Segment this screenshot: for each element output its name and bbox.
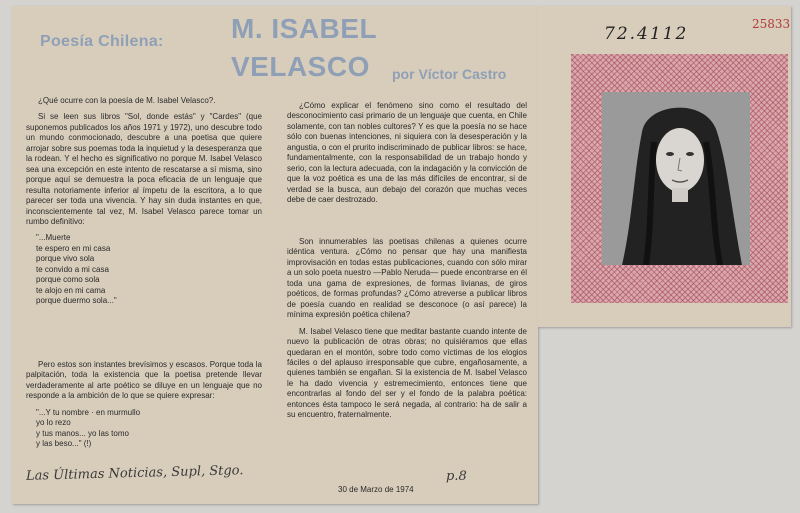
handwritten-catalog-code: 72.4112 (604, 24, 689, 44)
poem-line: porque como sola (36, 275, 100, 285)
portrait-illustration (602, 92, 750, 265)
paragraph: Si se leen sus libros "Sol, donde estás" y "Cardes" (que suponemos publicados los años 1971 y 1972), uno descubre todo un mundo conmocionado, descubre a una poetisa que quiere arrojar sobre sus poemas toda la inquietud y la desesperanza que la rodean. Y el hecho es significativo no porque M. Isabel Velasco sea una excepción en este intento de rescatarse a sí misma, sino porque aquí se demuestra la poca eficacia de un lenguaje que resulta notoriamente inferior al ímpetu de la escritora, a lo que parecer ser toda una vivencia. Y hay sin duda instantes en que, inconscientemente tal vez, M. Isabel Velasco parece tomar un rumbo definitivo: (26, 112, 262, 226)
poem-line: porque vivo sola (36, 254, 95, 264)
article-column-right (287, 101, 527, 212)
author-portrait-photo (602, 92, 750, 265)
poem-line: y las beso..." (!) (36, 439, 92, 449)
article-column-right-lower (287, 237, 527, 427)
article-title (231, 10, 377, 86)
archive-number-stamp: 25833 (752, 17, 791, 31)
title-line-2: VELASCO (231, 51, 370, 82)
publication-date: 30 de Marzo de 1974 (338, 485, 414, 494)
poem-line: "...Muerte (36, 233, 71, 243)
poem-line: te espero en mi casa (36, 243, 111, 253)
paragraph: Pero estos son instantes brevísimos y escasos. Porque toda la palpitación, toda la existencia que la poetisa pretende llevar verdaderamente al arte poético se diluye en un lenguaje que no responde a la ambición de lo que se quiere expresar: (26, 360, 262, 401)
byline: por Víctor Castro (392, 66, 507, 82)
title-line-1: M. ISABEL (231, 13, 378, 44)
poem-line: "...Y tu nombre · en murmullo (36, 407, 141, 417)
paragraph: M. Isabel Velasco tiene que meditar bastante cuando intente de nuevo la publicación de otras obras; no quisiéramos que ellas quedaran en el montón, sobre todo como víctimas de los elogios fáciles o del aplauso irresponsable que cubre, engañosamente, a quienes también se engañan. Si la existencia de M. Isabel Velasco le ha dado vivencia y estremecimiento, entonces tiene que encontrarlas al fondo del ser y el fondo de la palabra poética: entonces ésta tampoco le será negada, al contrario: ha de salir a su encuentro, fraternalmente. (287, 326, 527, 420)
handwritten-page-note: p.8 (446, 469, 467, 484)
poem-excerpt (36, 233, 262, 306)
section-kicker: Poesía Chilena: (40, 33, 164, 50)
paragraph: ¿Cómo explicar el fenómeno sino como el resultado del desconocimiento casi primario de un lenguaje que cuenta, en Chile solamente, con tan nobles cultores? Y es que la poesía no se hace sólo con buenas intenciones, ni siquiera con la desesperación y la angustia, o con el prurito indiscriminado de publicar libros: se hace, fundamentalmente, con la responsabilidad de un trabajo hondo y serio, con la lectura adecuada, con la indagación y la convicción de que la voz poética es una de las más difíciles de encontrar, si de verdad se la busca, aun debajo del corazón que muchas veces debe de caer destrozado. (287, 101, 527, 205)
poem-line: yo lo rezo (36, 418, 71, 428)
article-column-left (26, 96, 262, 315)
paragraph: Son innumerables las poetisas chilenas a quienes ocurre idéntica ventura. ¿Cómo no pensar que hay una manifiesta improvisación en todas estas publicaciones, cuando con sólo mirar a un solo poeta nuestro —Pablo Neruda— puede encontrarse en él toda una gama de expresiones, de formas livianas, de giros poéticos, de formas profundas? ¿Cómo atreverse a publicar libros de poesía cuando en realidad se desconoce (o así parece) la mínima expresión poética chilena? (287, 237, 527, 320)
poem-excerpt (36, 408, 262, 450)
poem-line: porque duermo sola..." (36, 296, 117, 306)
paragraph: ¿Qué ocurre con la poesía de M. Isabel Velasco?. (38, 96, 216, 105)
poem-line: y tus manos... yo las tomo (36, 428, 129, 438)
poem-line: te convido a mi casa (36, 264, 109, 274)
handwritten-source-note: Las Últimas Noticias, Supl, Stgo. (25, 463, 244, 484)
article-column-left-lower (26, 360, 262, 458)
poem-line: te alojo en mi cama (36, 285, 106, 295)
